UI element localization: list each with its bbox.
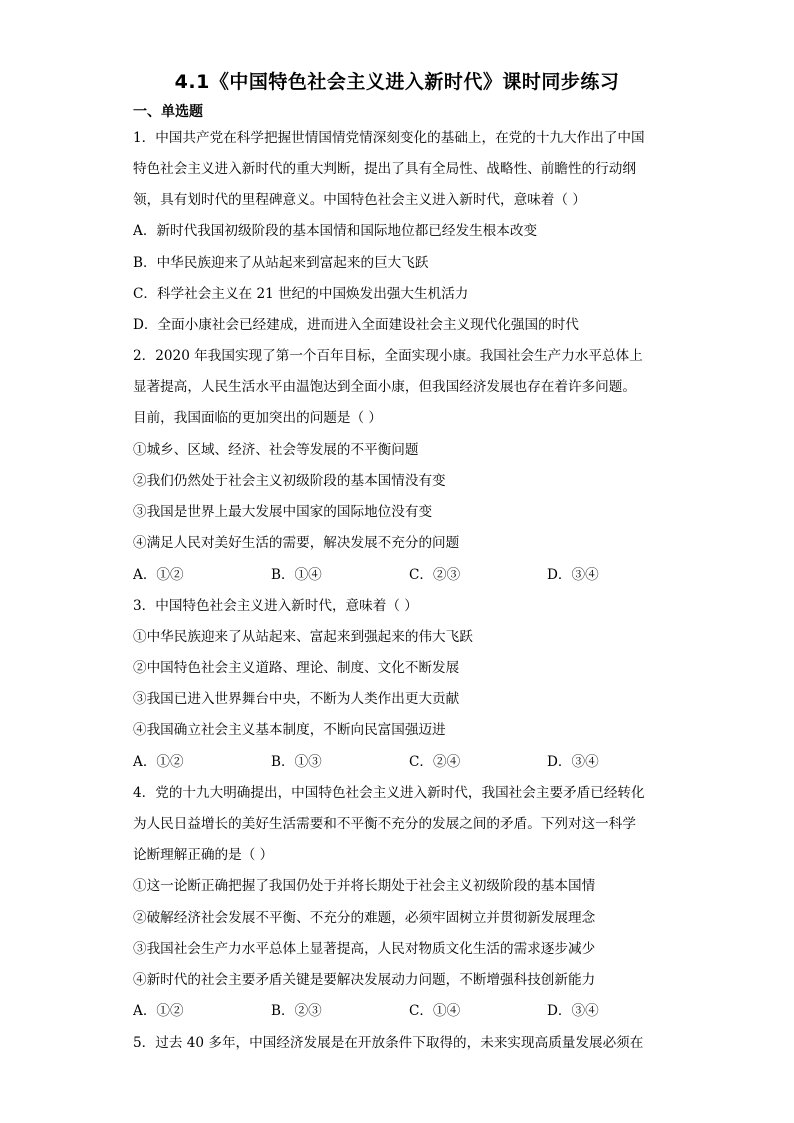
q3-option-a: A．①② [133, 754, 184, 770]
q2-statement: ①城乡、区域、经济、社会等发展的不平衡问题 [133, 442, 419, 458]
q5-stem-line: 5．过去 40 多年，中国经济发展是在开放条件下取得的，未来实现高质量发展必须在 [133, 1035, 644, 1051]
q2-statement: ③我国是世界上最大发展中国家的国际地位没有变 [133, 504, 433, 520]
q1-option-c: C．科学社会主义在 21 世纪的中国焕发出强大生机活力 [133, 286, 469, 302]
q4-statement: ③我国社会生产力水平总体上显著提高，人民对物质文化生活的需求逐步减少 [133, 941, 596, 957]
q4-option-b: B．②③ [271, 1003, 322, 1019]
q2-stem-line: 显著提高，人民生活水平由温饱达到全面小康，但我国经济发展也存在着许多问题。 [133, 379, 636, 395]
q3-option-b: B．①③ [271, 754, 322, 770]
q2-option-a: A．①② [133, 567, 184, 583]
q4-option-a: A．①② [133, 1003, 184, 1019]
q4-option-c: C．①④ [409, 1003, 461, 1019]
q2-statement: ②我们仍然处于社会主义初级阶段的基本国情没有变 [133, 473, 446, 489]
q3-statement: ①中华民族迎来了从站起来、富起来到强起来的伟大飞跃 [133, 629, 473, 645]
section-heading: 一、单选题 [133, 104, 203, 120]
q2-statement: ④满足人民对美好生活的需要，解决发展不充分的问题 [133, 535, 460, 551]
q2-stem-line: 2．2020 年我国实现了第一个百年目标，全面实现小康。我国社会生产力水平总体上 [133, 348, 643, 364]
q1-stem-line: 特色社会主义进入新时代的重大判断，提出了具有全局性、战略性、前瞻性的行动纲 [133, 161, 636, 177]
q2-option-c: C．②③ [409, 567, 461, 583]
q4-statement: ②破解经济社会发展不平衡、不充分的难题，必须牢固树立并贯彻新发展理念 [133, 910, 596, 926]
q2-option-b: B．①④ [271, 567, 322, 583]
q1-option-b: B．中华民族迎来了从站起来到富起来的巨大飞跃 [133, 255, 429, 271]
q1-stem-line: 领，具有划时代的里程碑意义。中国特色社会主义进入新时代，意味着（ ） [133, 192, 586, 208]
q4-stem-line: 4．党的十九大明确提出，中国特色社会主义进入新时代，我国社会主要矛盾已经转化 [133, 785, 645, 801]
q3-option-c: C．②④ [409, 754, 461, 770]
q4-stem-line: 论断理解正确的是（ ） [133, 847, 274, 863]
q3-stem-line: 3．中国特色社会主义进入新时代，意味着（ ） [133, 598, 418, 614]
q1-option-d: D．全面小康社会已经建成，进而进入全面建设社会主义现代化强国的时代 [133, 317, 579, 333]
q3-option-d: D．③④ [547, 754, 599, 770]
q4-statement: ④新时代的社会主要矛盾关键是要解决发展动力问题，不断增强科技创新能力 [133, 972, 596, 988]
q1-option-a: A．新时代我国初级阶段的基本国情和国际地位都已经发生根本改变 [133, 223, 538, 239]
page-title: 4.1《中国特色社会主义进入新时代》课时同步练习 [174, 71, 620, 93]
q1-stem-line: 1．中国共产党在科学把握世情国情党情深刻变化的基础上，在党的十九大作出了中国 [133, 130, 645, 146]
q4-option-d: D．③④ [547, 1003, 599, 1019]
q3-statement: ②中国特色社会主义道路、理论、制度、文化不断发展 [133, 660, 460, 676]
q3-statement: ③我国已进入世界舞台中央，不断为人类作出更大贡献 [133, 691, 460, 707]
q2-option-d: D．③④ [547, 567, 599, 583]
q2-stem-line: 目前，我国面临的更加突出的问题是（ ） [133, 410, 383, 426]
q4-statement: ①这一论断正确把握了我国仍处于并将长期处于社会主义初级阶段的基本国情 [133, 878, 596, 894]
q3-statement: ④我国确立社会主义基本制度，不断向民富国强迈进 [133, 722, 446, 738]
q4-stem-line: 为人民日益增长的美好生活需要和不平衡不充分的发展之间的矛盾。下列对这一科学 [133, 816, 636, 832]
